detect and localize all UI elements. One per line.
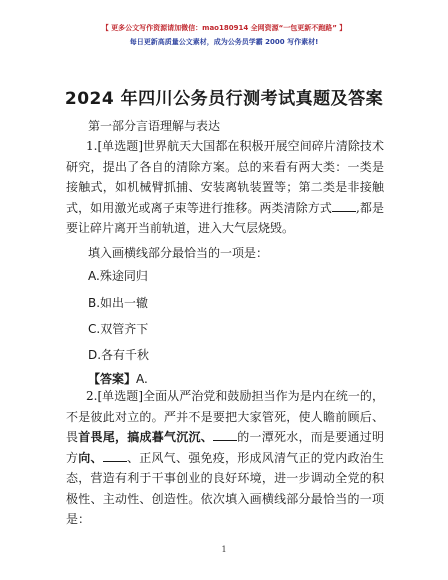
question-1-text-a: 1.[单选题]世界航天大国都在积极开展空间碎片清除技术研究，提出了各自的清除方案。总的来看有两大类：一类是接触式，如机械臂抓捕、安装离轨装置等；第二类是非接触式，如用激光或离子束等进行推移。两类清除方式: [66, 139, 384, 215]
question-2-blank-1: [213, 430, 237, 441]
question-2-bold-b: 向、: [78, 450, 103, 465]
question-1-option-c: C.双管齐下: [88, 322, 149, 336]
question-1-blank: [332, 201, 356, 212]
question-1-option-b: B.如出一辙: [88, 296, 149, 310]
page-number: 1: [221, 545, 227, 554]
promo-banner-line-2: 每日更新高质量公文素材，成为公务员学霸 2000 写作素材!: [129, 38, 319, 46]
promo-banner-line-1: 【 更多公文写作资源请加微信：mao180914 全网资源“一包更新不跑路” 】: [101, 24, 347, 32]
answer-value: A.: [136, 372, 148, 386]
answer-label: 【答案】: [88, 372, 137, 386]
document-title: 2024 年四川公务员行测考试真题及答案: [64, 89, 384, 109]
question-2-stem: [66, 386, 384, 530]
section-heading: 第一部分言语理解与表达: [88, 119, 221, 133]
question-2-text-a: 2.[单选题]全面从严治党和鼓励担当作为是内在统一的，不是彼此对立的。严并不是要把大家管死，使人瞻前顾后、畏: [66, 389, 384, 444]
question-1-option-d: D.各有千秋: [88, 348, 150, 362]
question-1-prompt: 填入画横线部分最恰当的一项是：: [88, 246, 269, 260]
question-1-text-b: ,都是要让碎片离开当前轨道，进入大气层烧毁。: [66, 200, 384, 235]
question-2-bold-a: 首畏尾，搞成暮气沉沉、: [78, 430, 213, 444]
question-1-option-a: A.殊途同归: [88, 269, 148, 283]
question-2-blank-2: [103, 451, 127, 462]
question-1-stem: [66, 136, 384, 239]
question-2-text-b: 的一潭死水，而是要通过明方: [66, 430, 384, 465]
question-2-text-c: 、正风气、强免疫，形成风清气正的党内政治生态，营造有利于干事创业的良好环境，进一步调动全党的积极性、主动性、创造性。依次填入画横线部分最恰当的一项是：: [66, 450, 384, 526]
question-1-answer: [88, 370, 148, 387]
